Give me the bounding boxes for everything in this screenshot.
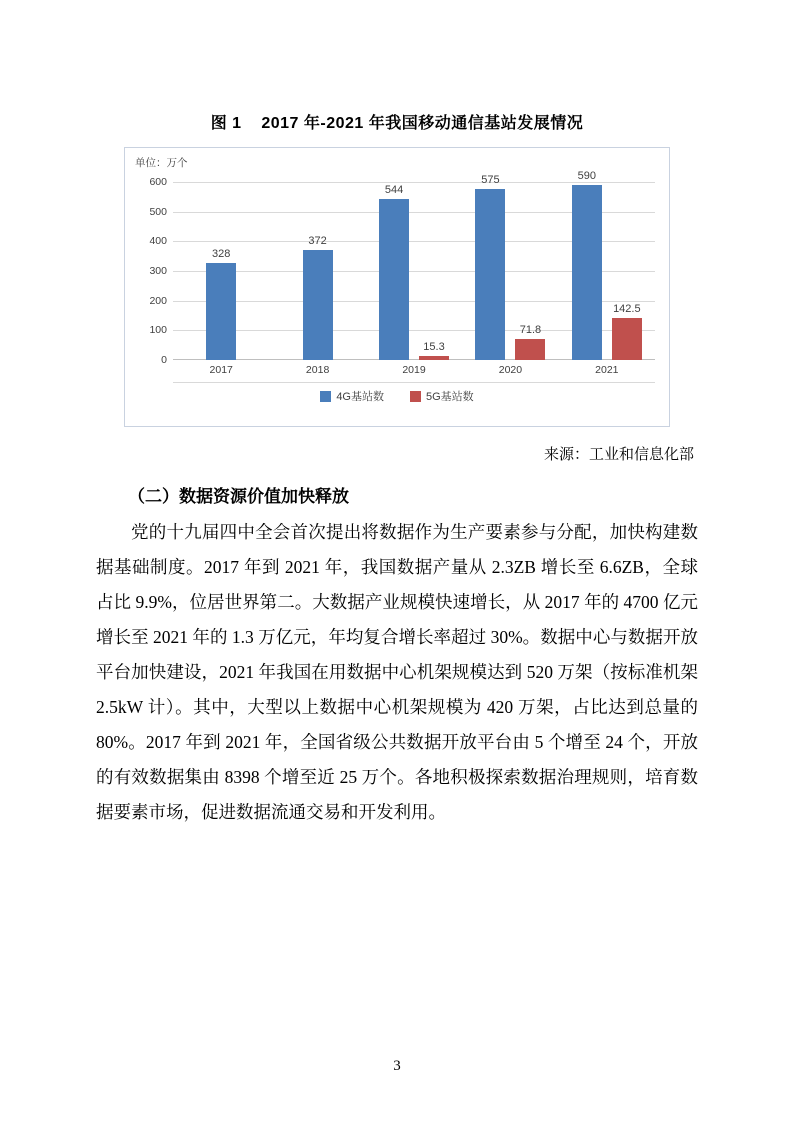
ytick-label: 400 (149, 235, 167, 248)
bar-4g-2020 (475, 174, 505, 360)
bar-5g-2020 (515, 323, 545, 360)
legend-item-5g (410, 388, 474, 404)
legend-swatch-icon (320, 391, 331, 402)
chart-divider (173, 382, 655, 383)
bar-group-2019 (366, 182, 462, 360)
bar-chart (124, 147, 670, 427)
bar-group-2018 (269, 182, 365, 360)
bar-value-label: 372 (308, 234, 327, 247)
bar-group-2020 (462, 174, 558, 360)
ytick-label: 100 (149, 324, 167, 337)
xtick-label: 2019 (402, 364, 426, 376)
ytick-label: 200 (149, 294, 167, 307)
ytick-label: 0 (161, 354, 167, 366)
ytick-label: 500 (149, 205, 167, 218)
figure-source: 来源：工业和信息化部 (543, 446, 694, 463)
bar-groups (173, 170, 655, 360)
legend-swatch-icon (410, 391, 421, 402)
bar-value-label: 328 (212, 247, 231, 260)
legend-label: 4G基站数 (336, 391, 384, 403)
xtick-label: 2020 (498, 364, 523, 376)
x-axis-labels (173, 364, 655, 376)
body-paragraph: 党的十九届四中全会首次提出将数据作为生产要素参与分配，加快构建数据基础制度。2017 年到 2021 年，我国数据产量从 2.3ZB 增长至 6.6ZB，全球占比 9.9%，位居世界第二。大数据产业规模快速增长，从 2017 年的 4700 亿元增长至 2021 年的 1.3 万亿元，年均复合增长率超过 30%。数据中心与数据开放平台加快建设，2021 年我国在用数据中心机架规模达到 520 万架（按标准机架 2.5kW 计）。其中，大型以上数据中心机架规模为 420 万架，占比达到总量的 80%。2017 年到 2021 年，全国省级公共数据开放平台由 5 个增至 24 个，开放的有效数据集由 8398 个增至近 25 万个。各地积极探索数据治理规则，培育数据要素市场，促进数据流通交易和开发利用。 (96, 522, 698, 822)
bar-group-2021 (559, 170, 655, 360)
bar-value-label: 142.5 (613, 302, 641, 315)
xtick-label: 2021 (595, 364, 619, 376)
bar-5g-2021 (612, 302, 642, 360)
xtick-label: 2018 (305, 364, 330, 376)
chart-unit-label: 单位：万个 (135, 157, 188, 169)
bar-value-label: 544 (384, 183, 404, 196)
section-heading: （二）数据资源价值加快释放 (128, 487, 349, 506)
xtick-label: 2017 (209, 364, 233, 376)
ytick-label: 300 (149, 265, 167, 277)
bar-5g-2019 (419, 340, 449, 361)
legend-item-4g (320, 388, 384, 404)
bar-group-2017 (173, 182, 269, 360)
ytick-label: 600 (149, 176, 167, 188)
bar-4g-2019 (379, 183, 409, 360)
bar-value-label: 590 (577, 170, 597, 182)
bar-4g-2017 (206, 247, 236, 360)
figure-title: 图 1 2017 年-2021 年我国移动通信基站发展情况 (210, 115, 584, 132)
chart-plot-area (149, 170, 655, 366)
bar-value-label: 15.3 (423, 340, 445, 353)
bar-value-label: 575 (481, 174, 500, 187)
bar-4g-2021 (572, 170, 602, 360)
bar-value-label: 71.8 (519, 323, 542, 336)
legend-label: 5G基站数 (426, 391, 474, 403)
page-number: 3 (393, 1058, 401, 1074)
chart-legend (125, 388, 669, 404)
bar-4g-2018 (303, 234, 333, 360)
